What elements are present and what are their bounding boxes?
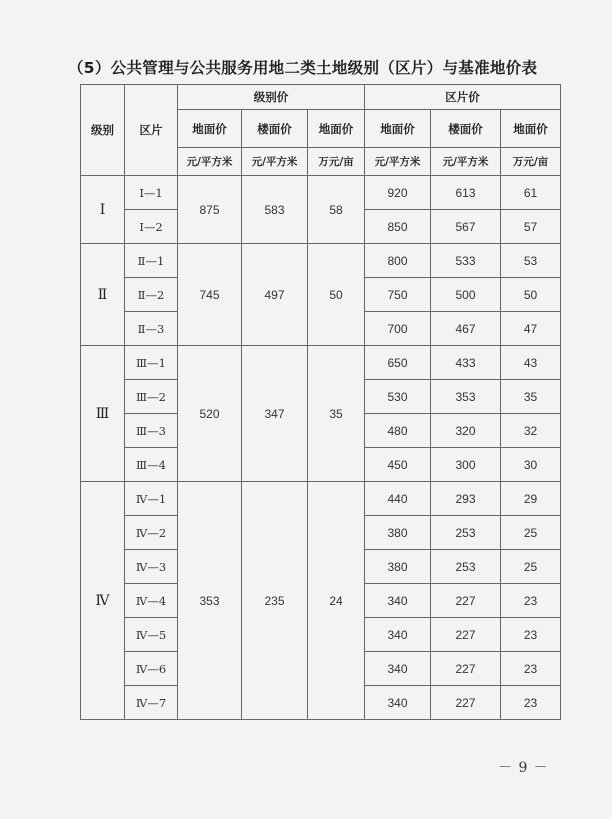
unit-cell: 元/平方米: [178, 148, 242, 176]
header-floor-price: 楼面价: [431, 110, 501, 148]
zone-cell: Ⅲ—3: [125, 414, 178, 448]
zone-land-price-mu: 43: [501, 346, 561, 380]
level-land-price: 520: [178, 346, 242, 482]
zone-cell: Ⅳ—1: [125, 482, 178, 516]
level-cell: Ⅰ: [81, 176, 125, 244]
zone-land-price: 850: [365, 210, 431, 244]
table-row: [81, 346, 561, 380]
header-land-price: 地面价: [178, 110, 242, 148]
header-floor-price: 楼面价: [242, 110, 308, 148]
level-land-price: 353: [178, 482, 242, 720]
zone-land-price-mu: 23: [501, 686, 561, 720]
unit-cell: 万元/亩: [501, 148, 561, 176]
zone-floor-price: 227: [431, 652, 501, 686]
zone-cell: Ⅱ—1: [125, 244, 178, 278]
zone-land-price: 700: [365, 312, 431, 346]
zone-floor-price: 467: [431, 312, 501, 346]
zone-land-price-mu: 47: [501, 312, 561, 346]
zone-land-price-mu: 25: [501, 550, 561, 584]
zone-land-price: 450: [365, 448, 431, 482]
zone-land-price: 750: [365, 278, 431, 312]
zone-land-price: 480: [365, 414, 431, 448]
zone-cell: Ⅳ—3: [125, 550, 178, 584]
zone-floor-price: 320: [431, 414, 501, 448]
zone-land-price-mu: 35: [501, 380, 561, 414]
zone-land-price-mu: 23: [501, 584, 561, 618]
zone-cell: Ⅱ—2: [125, 278, 178, 312]
zone-land-price-mu: 25: [501, 516, 561, 550]
zone-land-price: 380: [365, 550, 431, 584]
level-land-price: 745: [178, 244, 242, 346]
zone-land-price: 440: [365, 482, 431, 516]
zone-floor-price: 567: [431, 210, 501, 244]
level-floor-price: 583: [242, 176, 308, 244]
header-zone: 区片: [125, 85, 178, 176]
level-land-price: 875: [178, 176, 242, 244]
zone-cell: Ⅰ—1: [125, 176, 178, 210]
land-price-table: [80, 84, 561, 720]
level-land-price-mu: 35: [308, 346, 365, 482]
level-floor-price: 347: [242, 346, 308, 482]
zone-land-price-mu: 30: [501, 448, 561, 482]
zone-cell: Ⅳ—6: [125, 652, 178, 686]
level-land-price-mu: 58: [308, 176, 365, 244]
zone-land-price: 920: [365, 176, 431, 210]
zone-cell: Ⅰ—2: [125, 210, 178, 244]
zone-cell: Ⅲ—1: [125, 346, 178, 380]
header-zone-price: 区片价: [365, 85, 561, 110]
zone-cell: Ⅲ—4: [125, 448, 178, 482]
zone-floor-price: 293: [431, 482, 501, 516]
zone-cell: Ⅳ—5: [125, 618, 178, 652]
zone-land-price: 340: [365, 652, 431, 686]
level-cell: Ⅲ: [81, 346, 125, 482]
unit-cell: 元/平方米: [365, 148, 431, 176]
table-row: [81, 482, 561, 516]
level-floor-price: 235: [242, 482, 308, 720]
zone-floor-price: 353: [431, 380, 501, 414]
zone-land-price-mu: 23: [501, 618, 561, 652]
page-number: － 9 －: [498, 760, 549, 776]
zone-land-price: 340: [365, 686, 431, 720]
unit-cell: 元/平方米: [242, 148, 308, 176]
zone-land-price: 530: [365, 380, 431, 414]
zone-cell: Ⅲ—2: [125, 380, 178, 414]
zone-floor-price: 253: [431, 516, 501, 550]
level-cell: Ⅱ: [81, 244, 125, 346]
zone-land-price: 340: [365, 618, 431, 652]
zone-land-price: 650: [365, 346, 431, 380]
zone-land-price: 340: [365, 584, 431, 618]
zone-floor-price: 533: [431, 244, 501, 278]
zone-land-price-mu: 50: [501, 278, 561, 312]
table-row: [81, 176, 561, 210]
zone-cell: Ⅳ—2: [125, 516, 178, 550]
zone-land-price-mu: 32: [501, 414, 561, 448]
level-cell: Ⅳ: [81, 482, 125, 720]
zone-cell: Ⅱ—3: [125, 312, 178, 346]
zone-floor-price: 300: [431, 448, 501, 482]
zone-floor-price: 227: [431, 686, 501, 720]
zone-land-price-mu: 29: [501, 482, 561, 516]
zone-land-price: 800: [365, 244, 431, 278]
unit-cell: 元/平方米: [431, 148, 501, 176]
zone-land-price-mu: 23: [501, 652, 561, 686]
zone-floor-price: 227: [431, 618, 501, 652]
zone-cell: Ⅳ—7: [125, 686, 178, 720]
level-floor-price: 497: [242, 244, 308, 346]
zone-floor-price: 500: [431, 278, 501, 312]
header-land-price-mu: 地面价: [501, 110, 561, 148]
zone-land-price-mu: 61: [501, 176, 561, 210]
header-level-price: 级别价: [178, 85, 365, 110]
zone-land-price-mu: 57: [501, 210, 561, 244]
zone-floor-price: 227: [431, 584, 501, 618]
page-title: （5）公共管理与公共服务用地二类土地级别（区片）与基准地价表: [68, 59, 538, 77]
header-land-price: 地面价: [365, 110, 431, 148]
zone-land-price: 380: [365, 516, 431, 550]
unit-cell: 万元/亩: [308, 148, 365, 176]
zone-floor-price: 253: [431, 550, 501, 584]
zone-land-price-mu: 53: [501, 244, 561, 278]
zone-floor-price: 433: [431, 346, 501, 380]
level-land-price-mu: 50: [308, 244, 365, 346]
header-level: 级别: [81, 85, 125, 176]
table-row: [81, 244, 561, 278]
zone-cell: Ⅳ—4: [125, 584, 178, 618]
zone-floor-price: 613: [431, 176, 501, 210]
header-land-price-mu: 地面价: [308, 110, 365, 148]
level-land-price-mu: 24: [308, 482, 365, 720]
